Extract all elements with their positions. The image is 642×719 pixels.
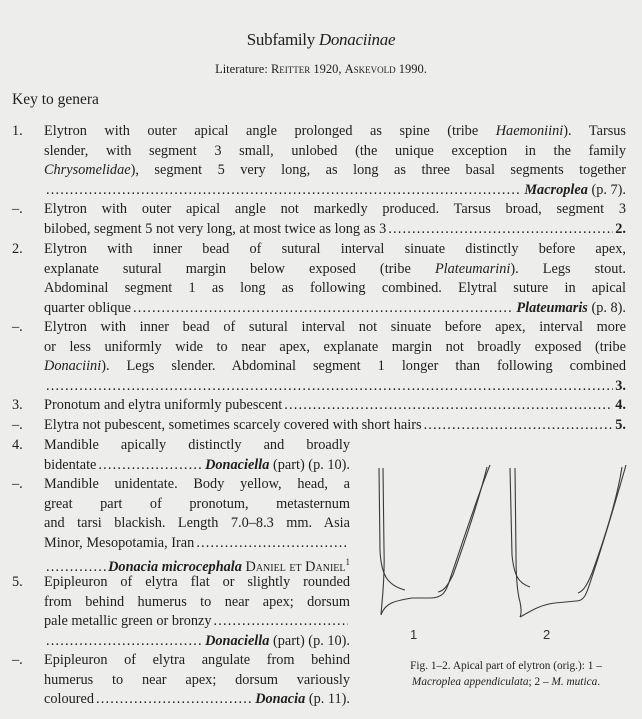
- entry-line: Epipleuron of elytra flat or slightly rounded: [44, 574, 350, 590]
- caption-sep: ; 2 –: [528, 676, 552, 688]
- entry-number: 3.: [12, 397, 23, 413]
- entry-text: [44, 573, 350, 651]
- couplet-reference[interactable]: 4.: [615, 397, 626, 413]
- literature-sep: ,: [338, 62, 342, 76]
- figure-label-1: 1: [410, 627, 418, 642]
- entry-text: [44, 416, 626, 436]
- dot-leader: [214, 612, 348, 632]
- page-reference: (part) (p. 10).: [272, 456, 350, 473]
- entry-result: [615, 220, 626, 240]
- dot-leader: [196, 534, 348, 554]
- entry-line: Elytron with inner bead of sutural interval sinuate distinctly before apex,: [44, 241, 626, 257]
- page-title: [0, 30, 642, 50]
- dot-leader: [424, 416, 614, 436]
- title-prefix: Subfamily: [246, 30, 315, 49]
- dot-leader: [284, 396, 613, 416]
- literature-year-1: 1920: [313, 62, 339, 76]
- literature-label: Literature:: [215, 62, 268, 76]
- entry-line: Elytron with inner bead of sutural interval not sinuate before apex, interval more: [44, 319, 626, 335]
- figure-caption: [370, 658, 642, 690]
- genus-name: Donaciella: [205, 456, 270, 473]
- key-heading: Key to genera: [12, 91, 99, 108]
- leader-text: bilobed, segment 5 not very long, at most twice as long as 3: [44, 220, 387, 237]
- elytron-2-outer-right: [520, 465, 626, 617]
- entry-result: [524, 181, 626, 201]
- leader-line: [44, 181, 626, 201]
- figure-label-2: 2: [543, 627, 551, 642]
- entry-number: 2.: [12, 241, 23, 257]
- leader-text: Elytra not pubescent, sometimes scarcely covered with short hairs: [44, 417, 422, 433]
- literature-author-2: Askevold: [344, 62, 396, 76]
- leader-text: pale metallic green or bronzy: [44, 613, 212, 630]
- entry-text: [44, 240, 626, 318]
- caption-species-2: M. mutica: [551, 676, 598, 688]
- entry-text: [44, 396, 626, 416]
- entry-number: –.: [12, 319, 23, 335]
- taxon-name: Chrysomelidae: [44, 162, 131, 179]
- dot-leader: [46, 377, 613, 397]
- caption-line-1: Fig. 1–2. Apical part of elytron (orig.): 1 –: [410, 660, 602, 672]
- species-authority: Daniel et Daniel: [245, 559, 346, 576]
- entry-result: [615, 396, 626, 416]
- leader-line: [44, 220, 626, 240]
- couplet-reference[interactable]: 3.: [615, 377, 626, 394]
- entry-line: explanate sutural margin below exposed (tribe Plateumarini). Legs stout.: [44, 260, 627, 277]
- leader-text: Pronotum and elytra uniformly pubescent: [44, 397, 283, 413]
- entry-number: 5.: [12, 574, 23, 590]
- entry-number: –.: [12, 476, 23, 492]
- literature-year-2: 1990: [398, 62, 424, 76]
- elytron-2-outer-left: [515, 468, 521, 617]
- entry-line: or less uniformly wide to near apex, explanate margin not broadly exposed (tribe: [44, 338, 626, 355]
- entry-line: Elytron with outer apical angle not markedly produced. Tarsus broad, segment 3: [44, 201, 626, 217]
- entry-line: Elytron with outer apical angle prolonged as spine (tribe Haemoniini). Tarsus: [44, 123, 626, 139]
- dot-leader: [388, 220, 613, 240]
- entry-number: –.: [12, 201, 23, 217]
- entry-line: and tarsi blackish. Length 7.0–8.3 mm. Asia: [44, 515, 350, 532]
- entry-text: [44, 651, 350, 710]
- title-taxon: Donaciinae: [318, 30, 396, 49]
- genus-name: Macroplea: [524, 181, 588, 198]
- entry-result: [255, 690, 350, 710]
- leader-line: [44, 456, 350, 476]
- figure-drawings: [370, 455, 642, 655]
- caption-line-2: [370, 674, 642, 690]
- elytron-1-outer-left: [381, 468, 384, 615]
- entry-number: 4.: [12, 437, 23, 453]
- literature-author-1: Reitter: [270, 62, 311, 76]
- leader-text: bidentate: [44, 456, 97, 473]
- entry-line: humerus to near apex; dorsum variously: [44, 671, 350, 688]
- leader-line: [44, 416, 626, 436]
- entry-result: [615, 416, 626, 436]
- genus-name: Donacia microcephala: [108, 559, 242, 576]
- taxon-name: Plateumarini: [434, 260, 511, 277]
- couplet-reference[interactable]: 5.: [615, 417, 626, 433]
- leader-line: [44, 632, 350, 652]
- figure: [370, 455, 642, 719]
- leader-line: [44, 690, 350, 710]
- leader-line: [44, 396, 626, 416]
- literature-line: [0, 62, 642, 77]
- leader-line: [44, 612, 350, 632]
- leader-line: [44, 377, 626, 397]
- page-reference: (part) (p. 10).: [272, 632, 350, 649]
- entry-line: Abdominal segment 1 as long as following combined. Elytral suture in apical: [44, 280, 626, 297]
- page-reference: (p. 11).: [308, 691, 350, 708]
- entry-result: [516, 299, 626, 319]
- entry-number: 1.: [12, 123, 23, 139]
- elytron-1-inner-right: [438, 467, 487, 592]
- footnote-marker[interactable]: 1: [345, 557, 350, 568]
- leader-text: coloured: [44, 691, 95, 708]
- genus-name: Donaciella: [205, 632, 270, 649]
- dot-leader: [96, 690, 253, 710]
- entry-line: Epipleuron of elytra angulate from behind: [44, 652, 350, 668]
- entry-line: Mandible unidentate. Body yellow, head, a: [44, 476, 350, 492]
- entry-line: slender, with segment 3 small, unlobed (the unique exception in the family: [44, 142, 626, 159]
- entry-line: Chrysomelidae), segment 5 very long, as long as three basal segments together: [44, 162, 626, 179]
- dot-leader: [98, 456, 203, 476]
- taxon-name: Haemoniini: [495, 123, 564, 139]
- literature-end: .: [423, 62, 427, 76]
- taxon-name: Donaciini: [44, 358, 102, 375]
- entry-number: –.: [12, 417, 23, 433]
- genus-name: Donacia: [255, 691, 306, 708]
- entry-result: [615, 377, 626, 397]
- entry-text: [44, 318, 626, 396]
- genus-name: Plateumaris: [516, 299, 588, 316]
- leader-line: [44, 299, 626, 319]
- entry-text: [44, 436, 350, 475]
- elytron-2-inner-right: [578, 467, 622, 593]
- couplet-reference[interactable]: 2.: [615, 220, 626, 237]
- entry-text: [44, 200, 626, 239]
- entry-line: from behind humerus to near apex; dorsum: [44, 593, 350, 610]
- leader-text: Minor, Mesopotamia, Iran: [44, 534, 195, 551]
- dot-leader: [46, 181, 522, 201]
- entry-text: [44, 475, 350, 578]
- dot-leader: [133, 299, 514, 319]
- leader-line: [44, 534, 350, 554]
- elytron-1-outer-right: [381, 465, 490, 615]
- page-reference: (p. 7).: [591, 181, 626, 198]
- leader-text: quarter oblique: [44, 299, 131, 316]
- elytron-drawing-1: [379, 465, 490, 615]
- page-reference: (p. 8).: [591, 299, 626, 316]
- caption-end: .: [597, 676, 601, 688]
- caption-species-1: Macroplea appendiculata: [411, 676, 529, 688]
- elytron-2-inner-left: [510, 468, 530, 587]
- dot-leader: [46, 632, 203, 652]
- entry-number: –.: [12, 652, 23, 668]
- entry-result: [205, 632, 350, 652]
- entry-result: [205, 456, 350, 476]
- entry-line: great part of pronotum, metasternum: [44, 495, 350, 512]
- entry-line: Mandible apically distinctly and broadly: [44, 437, 350, 453]
- entry-text: [44, 122, 626, 200]
- entry-line: Donaciini). Legs slender. Abdominal segment 1 longer than following combined: [44, 358, 626, 375]
- elytron-drawing-2: [510, 465, 626, 617]
